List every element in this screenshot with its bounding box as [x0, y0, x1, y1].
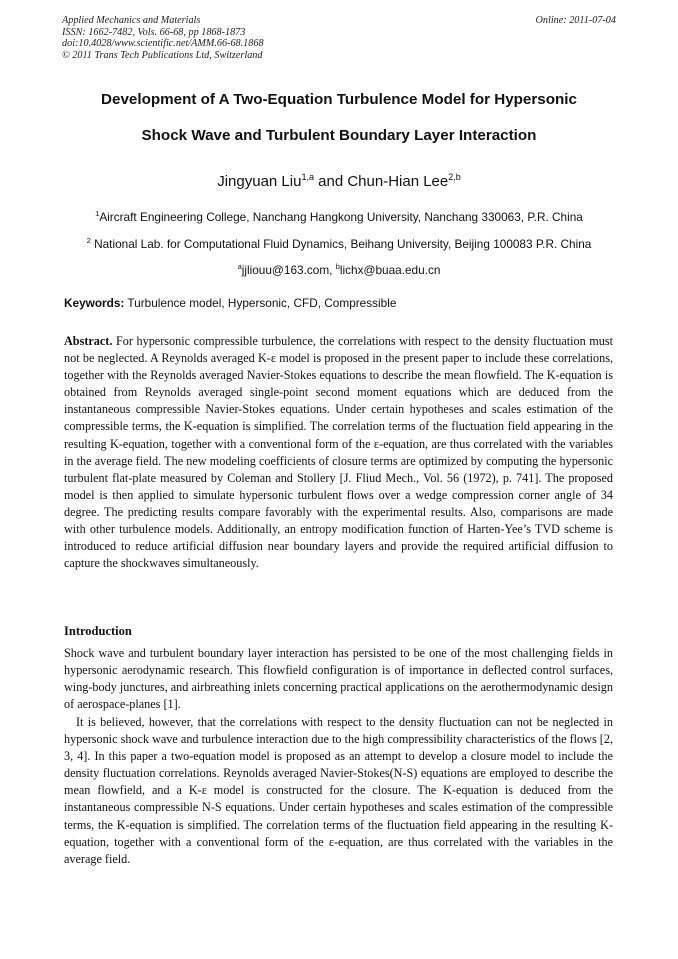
keywords-label: Keywords: [64, 296, 125, 310]
keywords [64, 296, 624, 310]
issn-line: ISSN: 1662-7482, Vols. 66-68, pp 1868-1873 [62, 26, 246, 38]
online-date: Online: 2011-07-04 [535, 15, 616, 26]
affiliation-2-mark: 2 [86, 236, 91, 245]
doi-line: doi:10.4028/www.scientific.net/AMM.66-68.1868 [62, 38, 264, 50]
affiliation-1-mark: 1 [95, 209, 100, 218]
section-heading-introduction: Introduction [64, 624, 132, 638]
author-2: Chun-Hian Lee [347, 173, 449, 190]
copyright-line: © 2011 Trans Tech Publications Ltd, Switzerland [62, 49, 263, 61]
author-emails [30, 262, 648, 277]
journal-name: Applied Mechanics and Materials [62, 15, 201, 26]
abstract [64, 333, 613, 572]
affiliation-2-text: National Lab. for Computational Fluid Dynamics, Beihang University, Beijing 100083 P.R. China [90, 236, 592, 251]
keywords-text: Turbulence model, Hypersonic, CFD, Compressible [124, 296, 397, 310]
email-b[interactable]: lichx@buaa.edu.cn [339, 262, 441, 277]
email-b-mark: b [335, 262, 340, 271]
introduction-paragraph-2: It is believed, however, that the correlations with respect to the density fluctuation can not be neglected in hypersonic shock wave and turbulence interaction due to the high compressibility characteristics of the flows [2, 3, 4]. In this paper a two-equation model is proposed as an attempt to develop a closure model to include the density fluctuation correlations. Reynolds averaged Navier-Stokes(N-S) equations are employed to describe the mean flowfield, and a K-ε model is constructed for the closure. The K-equation is deduced from the instantaneous compressible N-S equations. Under certain hypotheses and scales estimation of the compressible terms, the K-equation is simplified. The correlation terms of the fluctuation field appearing in the resulting K-equation, together with a conventional form of the ε-equation, are thus correlated with the variables in the average field. [64, 715, 613, 866]
email-a-mark: a [237, 262, 242, 271]
affiliation-1 [30, 209, 648, 224]
author-conjunction: and [313, 173, 348, 190]
affiliation-1-text: Aircraft Engineering College, Nanchang Hangkong University, Nanchang 330063, P.R. China [99, 209, 583, 224]
author-1: Jingyuan Liu [217, 173, 302, 190]
author-2-affiliation-mark: 2,b [448, 172, 461, 182]
paper-title-line-2: Shock Wave and Turbulent Boundary Layer Interaction [141, 127, 537, 144]
paper-title-line-1: Development of A Two-Equation Turbulence Model for Hypersonic [101, 91, 577, 108]
abstract-text: For hypersonic compressible turbulence, the correlations with respect to the density fluctuation must not be neglected. A Reynolds averaged K-ε model is proposed in the present paper to include these correlations, together with the Reynolds averaged Navier-Stokes equations to describe the mean flowfield. The K-equation is obtained from Reynolds averaged single-point second moment equations which are deduced from the instantaneous compressible Navier-Stokes equations. Under certain hypotheses and scales estimation of the compressible terms, the K-equation is simplified. The correlation terms of the fluctuation field appearing in the resulting K-equation, together with a conventional form of the ε-equation, are thus correlated with the variables in the average field. The new modeling coefficients of closure terms are optimized by computing the hypersonic turbulent flat-plate measured by Coleman and Stollery [J. Fliud Mech., Vol. 56 (1972), p. 741]. The proposed model is then applied to simulate hypersonic turbulent flows over a wedge compression corner angle of 34 degree. The predicting results compare favorably with the experimental results. Also, comparisons are made with other turbulence models. Additionally, an entropy modification function of Harten-Yee’s TVD scheme is introduced to reduce artificial diffusion near boundary layers and provide the required artificial diffusion to capture the shockwaves simultaneously. [64, 334, 613, 571]
affiliation-2 [30, 236, 648, 251]
author-1-affiliation-mark: 1,a [301, 172, 314, 182]
journal-header [62, 15, 616, 61]
introduction-paragraph-1: Shock wave and turbulent boundary layer interaction has persisted to be one of the most challenging fields in hypersonic aerodynamic research. This flowfield configuration is of importance in deflected control surfaces, wing-body junctures, and airbreathing inlets concerning practical applications on the aerothermodynamic design of aerospace-planes [1]. [64, 646, 613, 712]
email-a[interactable]: jjliouu@163.com, [241, 262, 336, 277]
author-list [40, 172, 638, 190]
abstract-label: Abstract. [64, 334, 113, 348]
